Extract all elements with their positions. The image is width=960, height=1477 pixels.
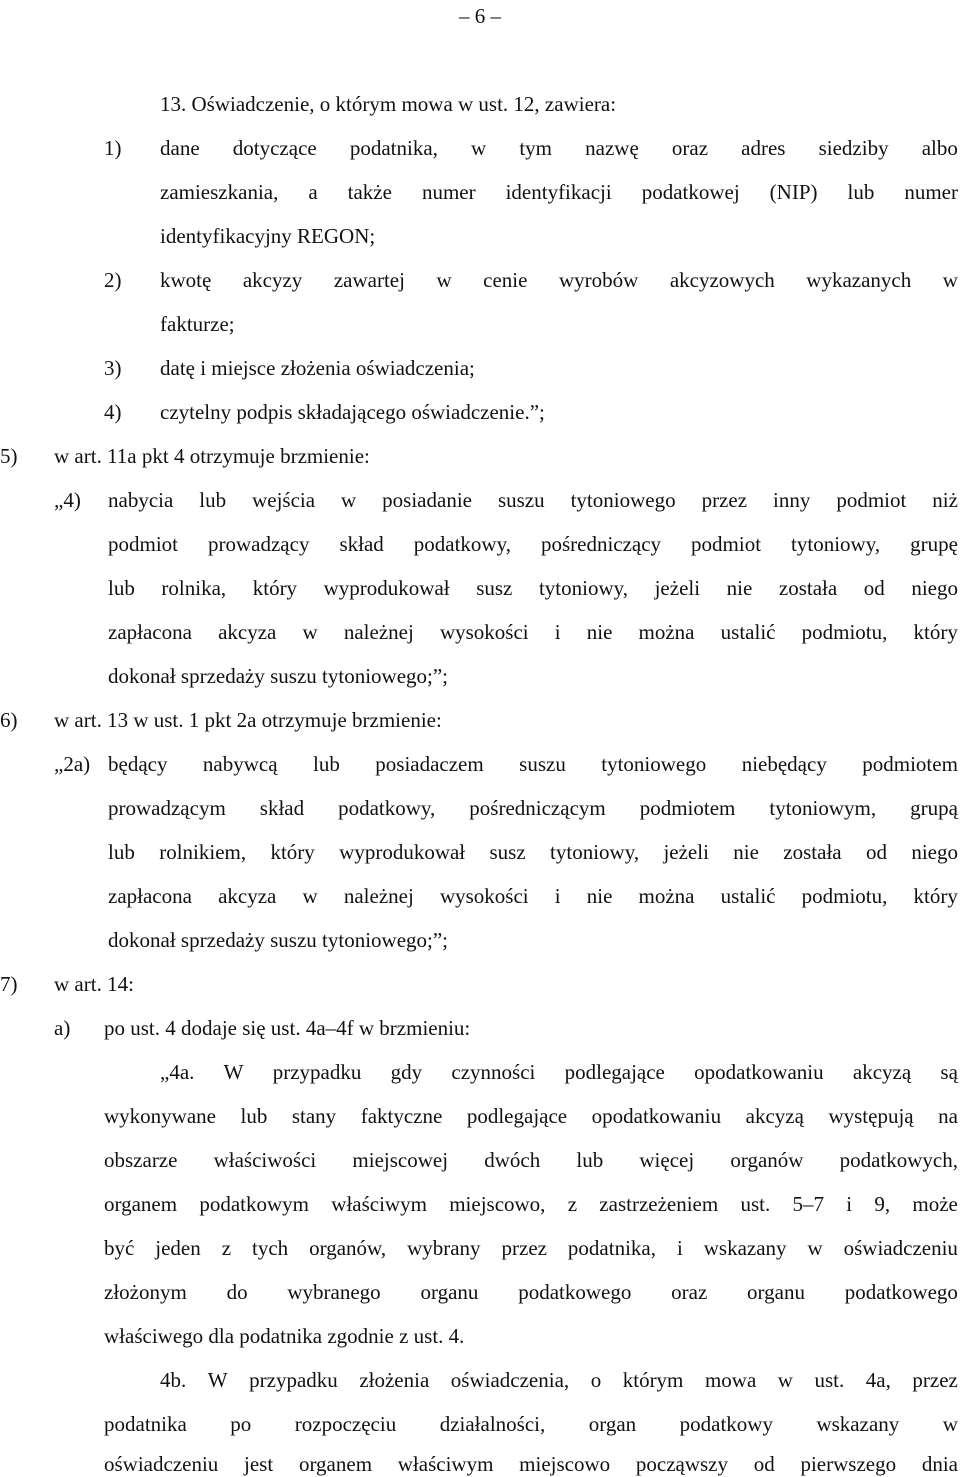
word: podatnika, — [567, 1236, 656, 1260]
word: grupę — [910, 532, 958, 556]
word: który — [913, 884, 958, 908]
word: inny — [773, 488, 811, 512]
word: który — [270, 840, 315, 864]
word: opodatkowaniu — [591, 1104, 722, 1128]
word: nie — [726, 576, 753, 600]
word: w — [341, 488, 357, 512]
word: zapłacona — [108, 620, 192, 644]
word: jeden — [155, 1236, 201, 1260]
word: w — [471, 136, 487, 160]
quoted-line: dokonał sprzedaży suszu tytoniowego;”; — [108, 928, 448, 952]
word: „4a. — [160, 1060, 195, 1084]
word: susz — [476, 576, 513, 600]
word: wyprodukował — [323, 576, 450, 600]
word: podmiot — [836, 488, 907, 512]
item-line — [160, 267, 958, 293]
word: 4b. — [160, 1368, 187, 1392]
word: suszu — [519, 752, 566, 776]
quoted-line — [108, 795, 958, 821]
word: lub — [312, 752, 340, 776]
word: grupą — [910, 796, 958, 820]
word: tytoniowy, — [550, 840, 640, 864]
word: są — [940, 1060, 958, 1084]
word: pośredniczącym — [469, 796, 606, 820]
word: miejscowo — [519, 1452, 611, 1476]
word: właściwości — [213, 1148, 317, 1172]
word: gdy — [390, 1060, 423, 1084]
word: prowadzący — [208, 532, 310, 556]
word: numer — [421, 180, 476, 204]
word: w — [436, 268, 452, 292]
word: przez — [912, 1368, 958, 1392]
word: podatkowego — [518, 1280, 632, 1304]
word: podmiot — [108, 532, 179, 556]
word: rozpoczęciu — [294, 1412, 397, 1436]
word: nie — [586, 884, 613, 908]
quoted-line — [108, 619, 958, 645]
word: lub — [108, 840, 135, 864]
word: akcyzą — [852, 1060, 912, 1084]
para-4a-line — [160, 1059, 958, 1085]
word: ustalić — [720, 884, 776, 908]
word: począwszy — [635, 1452, 728, 1476]
word: susz — [489, 840, 526, 864]
word: tytoniowy, — [791, 532, 881, 556]
item-number: 3) — [104, 356, 122, 380]
word: podmiotu, — [801, 620, 888, 644]
word: akcyzowych — [669, 268, 775, 292]
word: oświadczeniu — [843, 1236, 958, 1260]
word: od — [863, 576, 885, 600]
quoted-line: dokonał sprzedaży suszu tytoniowego;”; — [108, 664, 448, 688]
word: i — [554, 884, 561, 908]
word: w — [807, 1236, 823, 1260]
word: może — [912, 1192, 958, 1216]
word: tytoniowym, — [769, 796, 877, 820]
word: przez — [701, 488, 748, 512]
word: stany — [291, 1104, 337, 1128]
point-intro: w art. 13 w ust. 1 pkt 2a otrzymuje brzmienie: — [54, 708, 442, 732]
word: w — [942, 1412, 958, 1436]
word: cenie — [483, 268, 528, 292]
word: o — [590, 1368, 602, 1392]
word: przypadku — [272, 1060, 362, 1084]
word: można — [638, 620, 695, 644]
word: dnia — [921, 1452, 958, 1476]
word: organów — [730, 1148, 804, 1172]
word: czynności — [451, 1060, 536, 1084]
word: podatkowych, — [839, 1148, 958, 1172]
word: rolnika, — [161, 576, 227, 600]
word: pierwszego — [800, 1452, 897, 1476]
word: akcyza — [218, 884, 277, 908]
item-line: identyfikacyjny REGON; — [160, 224, 376, 248]
word: niż — [932, 488, 958, 512]
para-4b-line — [160, 1367, 958, 1393]
item-line — [160, 179, 958, 205]
word: nazwę — [585, 136, 639, 160]
word: oraz — [671, 136, 709, 160]
point-number: 7) — [0, 972, 18, 996]
point-number: 6) — [0, 708, 18, 732]
word: wysokości — [439, 620, 529, 644]
word: podatnika — [104, 1412, 187, 1436]
word: podatkowym — [199, 1192, 310, 1216]
word: wybranego — [287, 1280, 381, 1304]
word: złożonym — [104, 1280, 187, 1304]
quoted-line — [108, 751, 958, 777]
para-4a-line: właściwego dla podatnika zgodnie z ust. 4. — [104, 1324, 465, 1348]
word: i — [676, 1236, 683, 1260]
word: podatkowy — [679, 1412, 773, 1436]
sub-number: „4) — [54, 488, 81, 512]
word: wyprodukował — [339, 840, 466, 864]
quoted-line — [108, 487, 958, 513]
word: prowadzącym — [108, 796, 226, 820]
word: wykonywane — [104, 1104, 216, 1128]
word: który — [913, 620, 958, 644]
word: organem — [104, 1192, 178, 1216]
word: z — [221, 1236, 232, 1260]
word: W — [223, 1060, 244, 1084]
point-intro: w art. 14: — [54, 972, 134, 996]
word: tytoniowy, — [538, 576, 629, 600]
word: niego — [911, 576, 958, 600]
word: faktyczne — [360, 1104, 443, 1128]
word: podatkowej — [641, 180, 740, 204]
word: tytoniowego — [570, 488, 676, 512]
word: W — [207, 1368, 228, 1392]
word: akcyzą — [745, 1104, 804, 1128]
word: złożenia — [359, 1368, 430, 1392]
word: podatnika, — [349, 136, 438, 160]
word: miejscowo, — [449, 1192, 546, 1216]
word: podlegające — [466, 1104, 568, 1128]
word: lub — [199, 488, 227, 512]
word: będący — [108, 752, 168, 776]
word: wysokości — [439, 884, 529, 908]
word: ust. — [814, 1368, 845, 1392]
item-number: 2) — [104, 268, 122, 292]
word: na — [938, 1104, 958, 1128]
word: i — [846, 1192, 853, 1216]
word: akcyza — [218, 620, 277, 644]
word: podmiotem — [862, 752, 958, 776]
word: wykazanych — [806, 268, 912, 292]
word: tym — [519, 136, 553, 160]
paragraph-13: 13. Oświadczenie, o którym mowa w ust. 12, zawiera: — [160, 92, 617, 116]
word: w — [302, 884, 318, 908]
word: nabycia — [108, 488, 174, 512]
word: w — [942, 268, 958, 292]
word: tych — [252, 1236, 289, 1260]
quoted-line — [108, 575, 958, 601]
word: pośredniczący — [540, 532, 662, 556]
word: rolnikiem, — [159, 840, 247, 864]
para-4a-line — [104, 1191, 958, 1217]
word: jeżeli — [654, 576, 701, 600]
word: nie — [733, 840, 759, 864]
word: wyrobów — [558, 268, 639, 292]
word: ust. — [740, 1192, 771, 1216]
word: organów, — [309, 1236, 387, 1260]
word: organem — [298, 1452, 373, 1476]
item-line — [160, 135, 958, 161]
quoted-line — [108, 531, 958, 557]
word: adres — [741, 136, 786, 160]
word: wybrany — [407, 1236, 481, 1260]
word: została — [783, 840, 842, 864]
word: podmiotu, — [801, 884, 888, 908]
word: oświadczeniu — [104, 1452, 219, 1476]
word: podmiotem — [639, 796, 736, 820]
word: suszu — [497, 488, 545, 512]
word: podlegające — [564, 1060, 665, 1084]
letter-number: a) — [54, 1016, 71, 1040]
word: być — [104, 1236, 135, 1260]
word: jeżeli — [663, 840, 709, 864]
word: podatkowy, — [413, 532, 511, 556]
word: zapłacona — [108, 884, 192, 908]
word: jest — [244, 1452, 274, 1476]
word: w — [777, 1368, 793, 1392]
word: nie — [586, 620, 613, 644]
word: posiadanie — [382, 488, 472, 512]
word: właściwym — [397, 1452, 494, 1476]
word: 9, — [874, 1192, 891, 1216]
word: oświadczenia, — [450, 1368, 570, 1392]
word: należnej — [343, 620, 414, 644]
word: zamieszkania, — [160, 180, 279, 204]
word: lub — [108, 576, 135, 600]
word: niebędący — [741, 752, 827, 776]
word: przez — [501, 1236, 547, 1260]
word: należnej — [343, 884, 414, 908]
word: dotyczące — [232, 136, 317, 160]
word: wskazany — [816, 1412, 900, 1436]
word: albo — [921, 136, 958, 160]
word: a — [308, 180, 318, 204]
item-number: 4) — [104, 400, 122, 424]
point-number: 5) — [0, 444, 18, 468]
item-line: datę i miejsce złożenia oświadczenia; — [160, 356, 475, 380]
para-4b-line — [104, 1411, 958, 1437]
page-number: – 6 – — [459, 4, 501, 28]
word: kwotę — [160, 268, 212, 292]
word: została — [778, 576, 838, 600]
word: od — [865, 840, 887, 864]
point-intro: w art. 11a pkt 4 otrzymuje brzmienie: — [54, 444, 370, 468]
word: w — [302, 620, 318, 644]
word: siedziby — [818, 136, 889, 160]
word: lub — [847, 180, 875, 204]
word: tytoniowego — [601, 752, 707, 776]
word: organu — [747, 1280, 805, 1304]
word: działalności, — [439, 1412, 546, 1436]
word: po — [230, 1412, 252, 1436]
para-4a-line — [104, 1147, 958, 1173]
word: ustalić — [720, 620, 776, 644]
word: organ — [588, 1412, 637, 1436]
word: lub — [240, 1104, 268, 1128]
word: mowa — [704, 1368, 757, 1392]
para-4a-line — [104, 1103, 958, 1129]
item-number: 1) — [104, 136, 122, 160]
letter-text: po ust. 4 dodaje się ust. 4a–4f w brzmieniu: — [104, 1016, 471, 1040]
word: i — [554, 620, 561, 644]
word: podatkowy, — [338, 796, 436, 820]
word: lub — [576, 1148, 604, 1172]
word: niego — [911, 840, 958, 864]
word: wejścia — [252, 488, 316, 512]
para-4a-line — [104, 1235, 958, 1261]
word: wskazany — [703, 1236, 787, 1260]
word: organu — [420, 1280, 479, 1304]
word: można — [638, 884, 695, 908]
word: zastrzeżeniem — [599, 1192, 719, 1216]
word: obszarze — [104, 1148, 178, 1172]
word: opodatkowaniu — [694, 1060, 824, 1084]
word: nabywcą — [202, 752, 278, 776]
word: do — [226, 1280, 248, 1304]
word: 4a, — [865, 1368, 891, 1392]
word: skład — [339, 532, 384, 556]
word: akcyzy — [242, 268, 303, 292]
quoted-line — [108, 839, 958, 865]
sub-number: „2a) — [54, 752, 91, 776]
word: więcej — [639, 1148, 695, 1172]
word: (NIP) — [769, 180, 818, 204]
word: właściwym — [331, 1192, 427, 1216]
word: z — [567, 1192, 578, 1216]
para-4a-line — [104, 1279, 958, 1305]
word: miejscowej — [352, 1148, 449, 1172]
word: także — [347, 180, 392, 204]
word: numer — [904, 180, 958, 204]
word: przypadku — [249, 1368, 338, 1392]
item-line: fakturze; — [160, 312, 235, 336]
word: podatkowego — [844, 1280, 958, 1304]
quoted-line — [108, 883, 958, 909]
word: dane — [160, 136, 200, 160]
word: który — [252, 576, 298, 600]
word: oraz — [671, 1280, 708, 1304]
word: dwóch — [484, 1148, 541, 1172]
word: od — [753, 1452, 775, 1476]
word: posiadaczem — [375, 752, 484, 776]
item-line: czytelny podpis składającego oświadczenie.”; — [160, 400, 545, 424]
para-4b-line — [104, 1451, 958, 1477]
word: skład — [259, 796, 305, 820]
word: zawartej — [333, 268, 405, 292]
word: 5–7 — [792, 1192, 825, 1216]
word: identyfikacji — [505, 180, 612, 204]
word: podmiot — [691, 532, 762, 556]
word: występują — [828, 1104, 914, 1128]
word: którym — [622, 1368, 684, 1392]
